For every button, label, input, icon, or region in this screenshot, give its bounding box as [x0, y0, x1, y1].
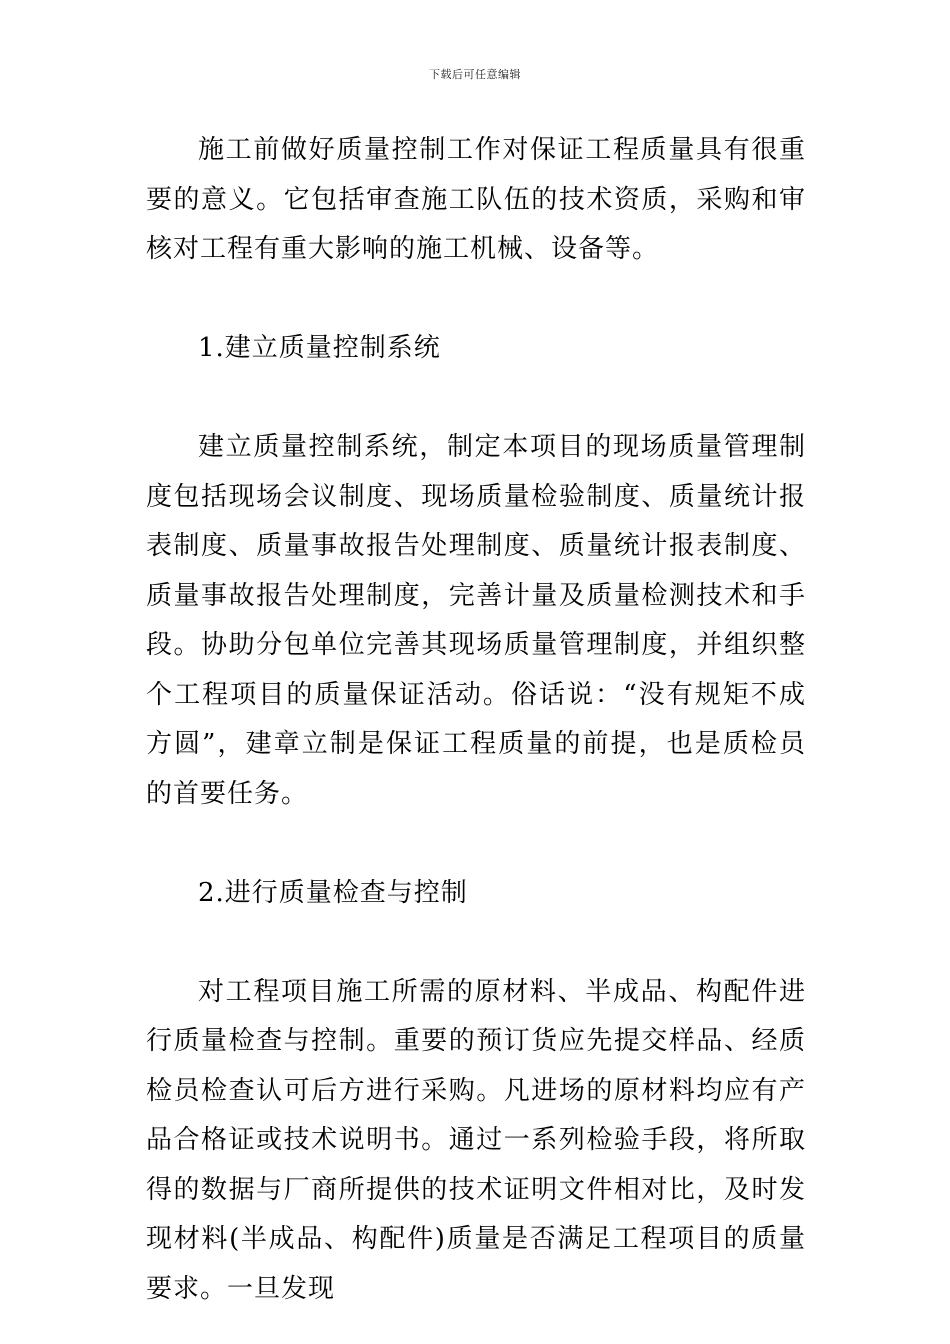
spacer — [146, 819, 806, 869]
download-note: 下载后可任意编辑 — [429, 68, 521, 81]
spacer — [146, 374, 806, 424]
section-1-paragraph: 建立质量控制系统，制定本项目的现场质量管理制度包括现场会议制度、现场质量检验制度、质量统计报表制度、质量事故报告处理制度、质量统计报表制度、质量事故报告处理制度，完善计量及质量检测技术和手段。协助分包单位完善其现场质量管理制度，并组织整个工程项目的质量保证活动。俗话说：“没有规矩不成方圆”，建章立制是保证工程质量的前提，也是质检员的首要任务。 — [146, 432, 806, 809]
section-heading-2: 2.进行质量检查与控制 — [198, 877, 468, 908]
section-2-paragraph: 对工程项目施工所需的原材料、半成品、构配件进行质量检查与控制。重要的预订货应先提交样品、经质检员检查认可后方进行采购。凡进场的原材料均应有产品合格证或技术说明书。通过一系列检验手段，将所取得的数据与厂商所提供的技术证明文件相对比，及时发现材料(半成品、构配件)质量是否满足工程项目的质量要求。一旦发现 — [146, 976, 806, 1304]
section-heading-1: 1.建立质量控制系统 — [198, 333, 441, 363]
spacer — [146, 918, 806, 968]
spacer — [146, 275, 806, 325]
document-body — [146, 126, 806, 1314]
intro-paragraph: 施工前做好质量控制工作对保证工程质量具有很重要的意义。它包括审查施工队伍的技术资质，采购和审核对工程有重大影响的施工机械、设备等。 — [146, 135, 806, 264]
